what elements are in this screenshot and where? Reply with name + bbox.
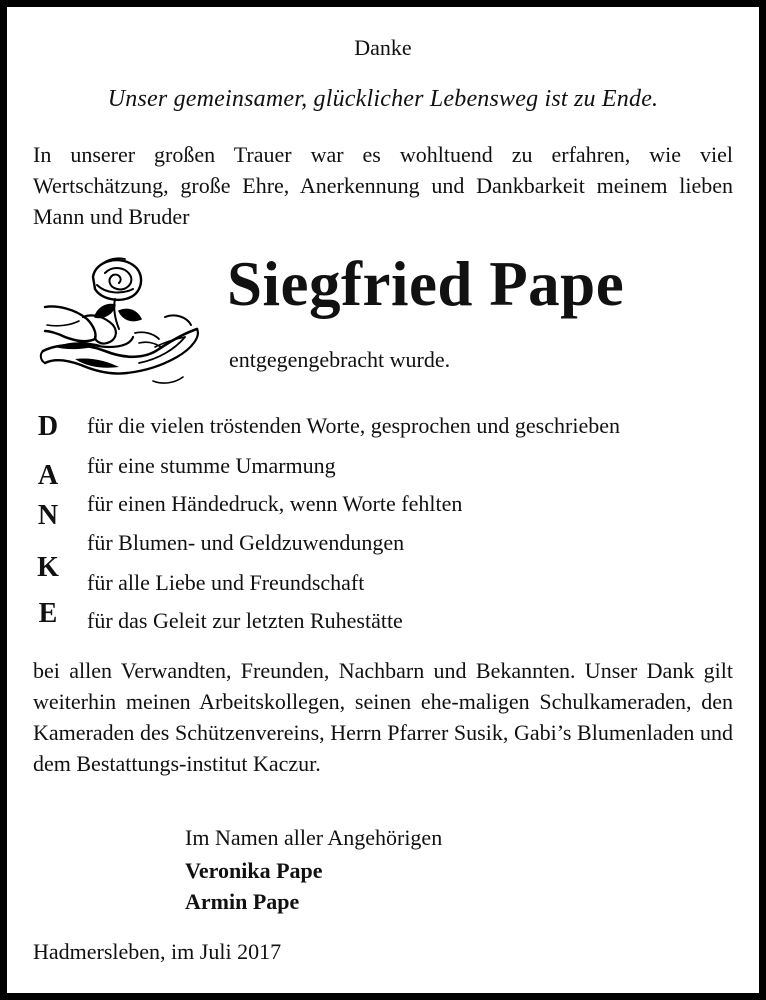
danke-letter: E: [38, 598, 58, 629]
deceased-name: Siegfried Pape: [227, 249, 625, 319]
danke-letter: D: [37, 411, 59, 442]
danke-line: für das Geleit zur letzten Ruhestätte: [87, 608, 403, 633]
danke-line: für einen Händedruck, wenn Worte fehlten: [87, 491, 463, 516]
danke-letter: K: [37, 552, 59, 583]
signature-name: Armin Pape: [185, 889, 300, 914]
signature-intro: Im Namen aller Angehörigen: [185, 825, 443, 850]
place-date: Hadmersleben, im Juli 2017: [33, 939, 282, 964]
danke-line: für Blumen- und Geldzuwendungen: [87, 530, 405, 555]
danke-letter: N: [37, 500, 59, 531]
rose-in-hands-icon: [35, 247, 207, 391]
after-name-text: entgegengebracht wurde.: [229, 347, 451, 372]
notice-motto: Unser gemeinsamer, glücklicher Lebensweg ist zu Ende.: [107, 86, 659, 112]
danke-letter: A: [37, 460, 59, 491]
intro-paragraph: In unserer großen Trauer war es wohltuend zu erfahren, wie viel Wertschätzung, große Ehre, Anerkennung und Dankbarkeit meinem lieben Mann und Bruder: [33, 142, 733, 229]
danke-line: für eine stumme Umarmung: [87, 453, 336, 478]
danke-line: für die vielen tröstenden Worte, gesprochen und geschrieben: [87, 413, 620, 438]
signature-name: Veronika Pape: [185, 858, 323, 883]
danke-line: für alle Liebe und Freundschaft: [87, 570, 365, 595]
closing-paragraph: bei allen Verwandten, Freunden, Nachbarn und Bekannten. Unser Dank gilt weiterhin meinen Arbeitskollegen, seinen ehe-maligen Schulkameraden, den Kameraden des Schützenvereins, Herrn Pfarrer Susik, Gabi’s Blumenladen und dem Bestattungs-institut Kaczur.: [33, 658, 733, 776]
notice-heading: Danke: [354, 35, 412, 60]
